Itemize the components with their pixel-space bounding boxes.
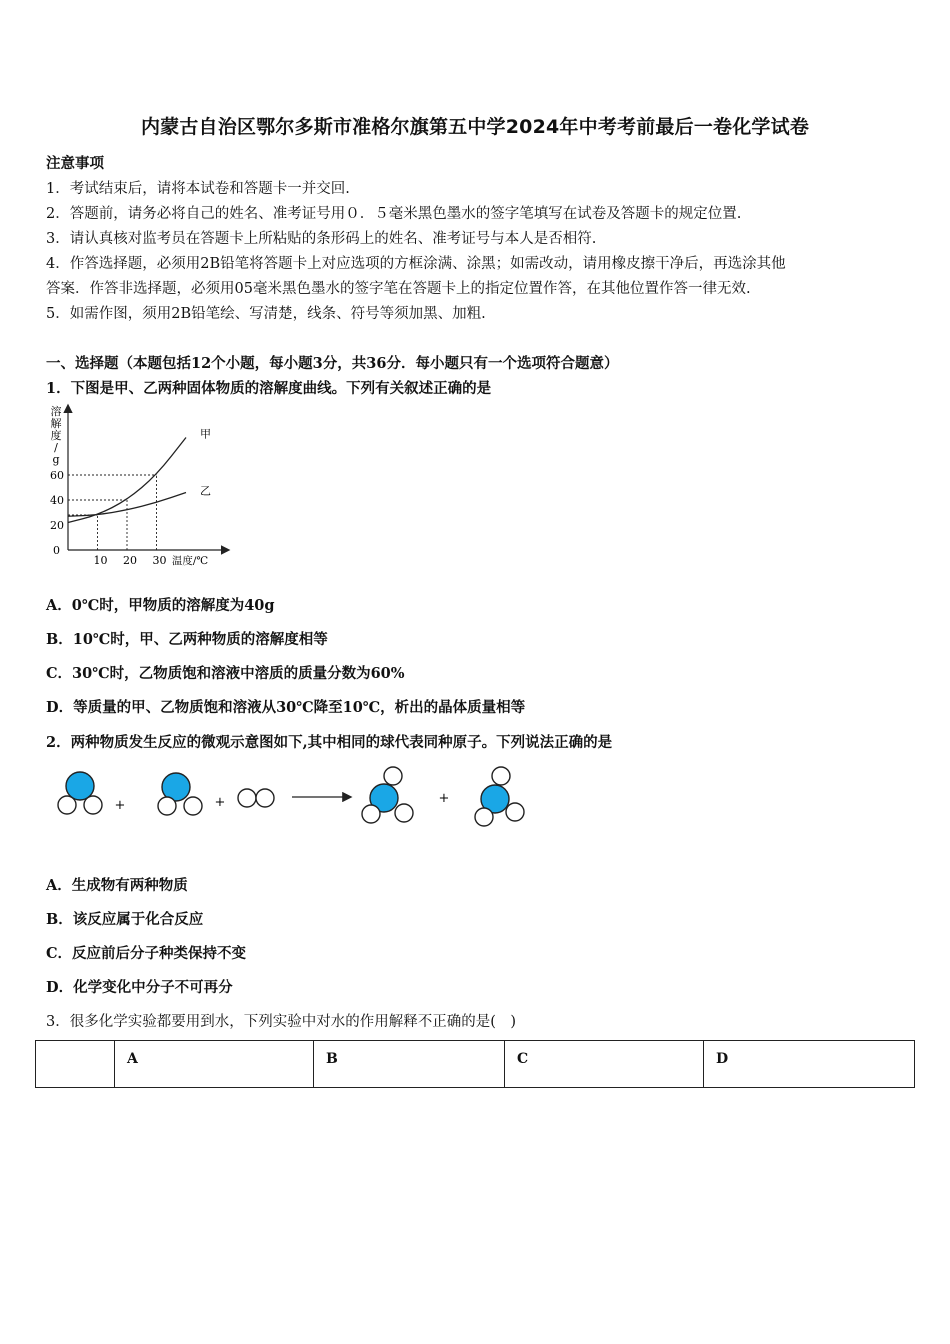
reaction-diagram — [40, 760, 560, 835]
product-molecule-2 — [475, 767, 524, 826]
series-label: 乙 — [200, 484, 211, 498]
q2-option-c: C．反应前后分子种类保持不变 — [46, 945, 247, 962]
x-axis-label: 温度/℃ — [171, 555, 209, 567]
reactant-molecule-1 — [58, 772, 102, 814]
table-row — [36, 1041, 915, 1088]
y-axis-label-char: / — [54, 441, 58, 454]
atom-big — [66, 772, 94, 800]
atom-small — [384, 767, 402, 785]
section-heading: 一、选择题（本题包括12个小题，每小题3分，共36分．每小题只有一个选项符合题意） — [46, 355, 619, 372]
page-title: 内蒙古自治区鄂尔多斯市准格尔旗第五中学2024年中考考前最后一卷化学试卷 — [140, 116, 810, 138]
table-header-cell: B — [314, 1041, 505, 1088]
atom-small — [362, 805, 380, 823]
table-header-cell: A — [115, 1041, 314, 1088]
table-header-cell — [36, 1041, 115, 1088]
table-header-cell: D — [704, 1041, 915, 1088]
table-header-cell: C — [505, 1041, 704, 1088]
atom-small — [395, 804, 413, 822]
y-tick-label: 40 — [50, 494, 64, 507]
y-axis-label-char: g — [52, 453, 60, 466]
atom-small — [256, 789, 274, 807]
x-tick-label: 30 — [152, 554, 167, 567]
series-label: 甲 — [200, 427, 211, 441]
q3-stem: 3．很多化学实验都要用到水，下列实验中对水的作用解释不正确的是( ) — [46, 1014, 517, 1030]
q1-stem: 1．下图是甲、乙两种固体物质的溶解度曲线。下列有关叙述正确的是 — [46, 380, 492, 397]
q2-option-a: A．生成物有两种物质 — [46, 877, 188, 894]
reactant-molecule-3 — [238, 789, 274, 807]
reactant-molecule-2 — [158, 773, 202, 815]
q2-option-d: D．化学变化中分子不可再分 — [46, 979, 233, 996]
y-tick-label: 60 — [50, 469, 64, 482]
atom-small — [184, 797, 202, 815]
q1-option-c: C．30℃时，乙物质饱和溶液中溶质的质量分数为60% — [46, 665, 405, 682]
atom-small — [492, 767, 510, 785]
x-tick-label: 20 — [123, 554, 137, 567]
atom-small — [158, 797, 176, 815]
q2-stem: 2．两种物质发生反应的微观示意图如下,其中相同的球代表同种原子。下列说法正确的是 — [46, 734, 613, 751]
notice-item: 2．答题前，请务必将自己的姓名、准考证号用０．５毫米黑色墨水的签字笔填写在试卷及答题卡的规定位置. — [46, 206, 742, 222]
y-axis-label-char: 度 — [50, 429, 62, 442]
notice-item: 1．考试结束后，请将本试卷和答题卡一并交回. — [46, 181, 350, 197]
atom-small — [475, 808, 493, 826]
q1-option-a: A．0℃时，甲物质的溶解度为40g — [46, 597, 275, 614]
plus-sign: + — [438, 791, 450, 806]
atom-small — [84, 796, 102, 814]
atom-small — [238, 789, 256, 807]
atom-small — [506, 803, 524, 821]
product-molecule-1 — [362, 767, 413, 823]
notice-item: 5．如需作图，须用2B铅笔绘、写清楚，线条、符号等须加黑、加粗. — [46, 306, 486, 322]
atom-small — [58, 796, 76, 814]
q2-option-b: B．该反应属于化合反应 — [46, 911, 204, 928]
plus-sign: + — [114, 798, 126, 813]
notice-heading: 注意事项 — [46, 155, 104, 172]
q3-answer-table — [35, 1040, 915, 1088]
y-axis-label-char: 解 — [50, 417, 62, 430]
x-tick-label: 10 — [93, 554, 108, 567]
plus-sign: + — [214, 795, 226, 810]
q1-option-b: B．10℃时，甲、乙两种物质的溶解度相等 — [46, 631, 328, 648]
notice-item: 答案．作答非选择题，必须用05毫米黑色墨水的签字笔在答题卡上的指定位置作答，在其他位置作答一律无效. — [46, 281, 751, 297]
notice-item: 3．请认真核对监考员在答题卡上所粘贴的条形码上的姓名、准考证号与本人是否相符. — [46, 231, 597, 247]
notice-item: 4．作答选择题，必须用2B铅笔将答题卡上对应选项的方框涂满、涂黑；如需改动，请用橡皮擦干净后，再选涂其他 — [46, 256, 786, 272]
q1-option-d: D．等质量的甲、乙物质饱和溶液从30℃降至10℃，析出的晶体质量相等 — [46, 699, 526, 716]
origin-label: 0 — [53, 544, 60, 557]
solubility-chart — [40, 400, 240, 570]
y-axis-label-char: 溶 — [50, 405, 62, 418]
y-tick-label: 20 — [50, 519, 64, 532]
